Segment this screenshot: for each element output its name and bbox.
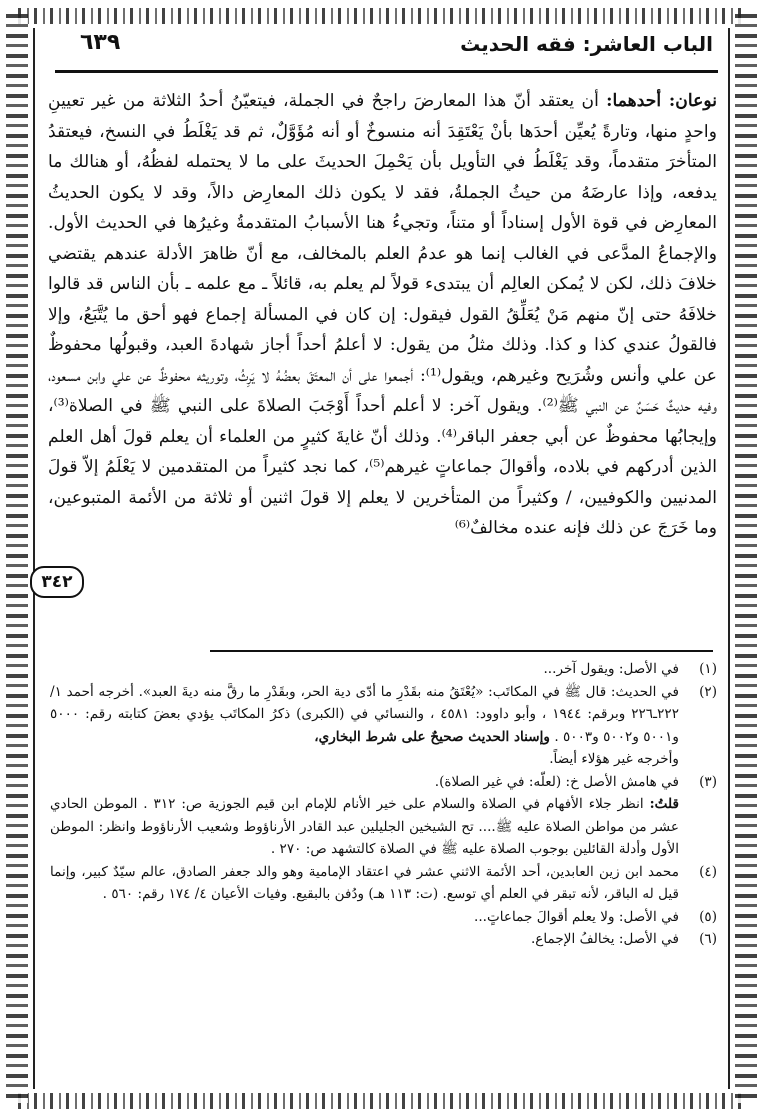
footnote-bold-text: وإسناد الحديث صحيحٌ على شرط البخاري،	[314, 728, 550, 745]
footnote-number: (٢)	[699, 683, 717, 700]
footnote-number: (٤)	[699, 863, 717, 880]
footnote-text: في الأصل: ويقول آخر...	[543, 661, 679, 677]
footnote-text: في الأصل: ولا يعلم أقوالَ جماعاتٍ...	[474, 908, 679, 925]
footnote-2	[50, 681, 717, 771]
left-ornamental-border	[6, 14, 28, 1103]
footnote-1	[50, 658, 717, 681]
footnotes	[50, 658, 717, 951]
footnote-number: (٣)	[699, 773, 717, 790]
right-inner-rule	[728, 28, 730, 1089]
footnote-number: (١)	[699, 661, 717, 677]
main-paragraph	[48, 86, 717, 544]
chapter-title: الباب العاشر: فقه الحديث	[460, 32, 713, 56]
footnote-5	[50, 906, 717, 929]
footnote-3	[50, 771, 717, 861]
footnote-separator	[210, 650, 713, 652]
running-header	[60, 28, 713, 68]
footnote-number: (٦)	[699, 931, 717, 947]
footnote-text: محمد ابن زين العابدين، أحد الأئمة الاثني عشر في اعتقاد الإمامية وهو والد جعفر الصادق، عالم سيّدٌ كبير، وإنما قيل له الباقر، لأنه تبقر في العلم أي توسع. (ت: ١١٣ هـ) ودُفن بالبقيع. وفيات الأعيان ٤/ ١٧٤ رقم: ٥٦٠ .	[50, 863, 679, 902]
footnote-text: في الحديث: قال ﷺ في المكاتَب: «يُعْتَقُ منه بقَدْرِ ما أدّى دية الحر، وبقَدْرِ ما رقَّ منه ديةَ العبد». أخرجه أحمد ١/ ٢٢٢ـ٢٢٦ وبرقم: ١٩٤٤ ، وأبو داوود: ٤٥٨١ ، والنسائي في (الكبرى) ذكرُ المكاتَب يؤدي بعضَ كتابته رقم: ٥٠٠٠ و٥٠٠١ و٥٠٠٢ و٥٠٠٣ .	[50, 683, 679, 745]
footnote-note-lead: قلتُ:	[649, 796, 679, 812]
footnote-text: في هامش الأصل خ: (لعلّه: في غير الصلاة).	[434, 773, 679, 790]
bottom-ornamental-border	[18, 1093, 745, 1109]
footnote-4	[50, 861, 717, 906]
right-ornamental-border	[735, 14, 757, 1103]
footnote-number: (٥)	[699, 908, 717, 925]
main-text	[48, 86, 717, 544]
top-ornamental-border	[18, 8, 745, 24]
footnote-tail: وأخرجه غير هؤلاء أيضاً.	[549, 751, 679, 767]
paragraph-lead: نوعان: أحدهما:	[606, 91, 718, 111]
page-number: ٦٣٩	[80, 30, 121, 55]
paragraph-text: أن يعتقد أنّ هذا المعارضَ راجحٌ في الجملة، فيتعيّنُ أحدُ الثلاثة من غير تعيينِ واحدٍ منها، وتارةً يُعيِّن أحدَها بأنْ يَعْتَقِدَ أنه منسوخٌ أو أنه مُؤَوَّلٌ، ثم قد يَغْلَطُ في النسخ، فيعتقدُ المتأخرَ متقدماً، وقد يَغْلَطُ في التأويل بأن يَحْمِلَ الحديثَ على ما لا يحتمله لفظُهُ، أو هنالك ما يدفعه، وإذا عارضَهُ من حيثُ الجملةُ، فقد لا يكون ذلك المعارِض دالاً، وقد لا يكون الحديثُ المعارِض في قوة الأول إسناداً أو متناً، وتجيءُ هنا الأسبابُ المتقدمةُ وغيرُها في الحديث الأول. والإجماعُ المدَّعى في الغالب إنما هو عدمُ العلم بالمخالف، مع أنّ ظاهرَ الأدلة عندهم يقتضي خلافَ ذلك، لكن لا يُمكن العالِم أن يبتدىء قولاً لم يعلم به، قائلاً ـ مع علمه ـ بأن الناس قد قالوا خلافَهُ حتى إنّ منهم مَنْ يُعَلِّقُ القول فيقول: إن كان في المسألة إجماع فهو أحق ما يُتَّبَعُ، وإلا فالقولُ عندي كذا و كذا. وذلك مثلُ من يقول: لا أعلمُ أحداً أجاز شهادةَ العبد، وقبولُها محفوظٌ عن علي وأنس وشُرَيح وغيرهم، ويقول⁽¹⁾: أجمعوا على أن المعتَقَ بعضُهُ لا يَرِثُ، وتوريثه محفوظٌ عن علي وابن مسعود، وفيه حديثٌ حَسَنٌ عن النبي ﷺ⁽²⁾. ويقول آخر: لا أعلم أحداً أَوْجَبَ الصلاةَ على النبي ﷺ في الصلاة⁽³⁾، وإيجابُها محفوظٌ عن أبي جعفر الباقر⁽⁴⁾. وذلك أنّ غايةَ كثيرٍ من العلماء أن يعلم قولَ أهل العلم الذين أدركهم في بلاده، وأقوالَ جماعاتٍ غيرهم⁽⁵⁾، كما نجد كثيراً من المتقدمين لا يَعْلَمُ إلاّ قولَ المدنيين والكوفيين، / وكثيراً من المتأخرين لا يعلم إلا قولَ اثنين أو ثلاثة من الأئمة المتبوعين، وما خَرَجَ عن ذلك فإنه عنده مخالفٌ⁽⁶⁾	[48, 91, 718, 538]
header-rule	[55, 70, 718, 73]
footnote-text: في الأصل: يخالفُ الإجماع.	[530, 931, 679, 947]
original-page-reference: ٣٤٢	[30, 566, 84, 598]
footnote-6	[50, 928, 717, 951]
left-inner-rule	[33, 28, 35, 1089]
footnote-note-text: انظر جلاء الأفهام في الصلاة والسلام على خير الأنام للإمام ابن قيم الجوزية ص: ٣١٢ . الموطن الحادي عشر من مواطن الصلاة عليه ﷺ.... تح الشيخين الجليلين عبد القادر الأرناؤوط وشعيب الأرناؤوط وانظر: الموطن الأول وأدلة القائلين بوجوب الصلاة عليه ﷺ في الصلاة كالتشهد ص: ٢٧٠ .	[50, 796, 679, 857]
